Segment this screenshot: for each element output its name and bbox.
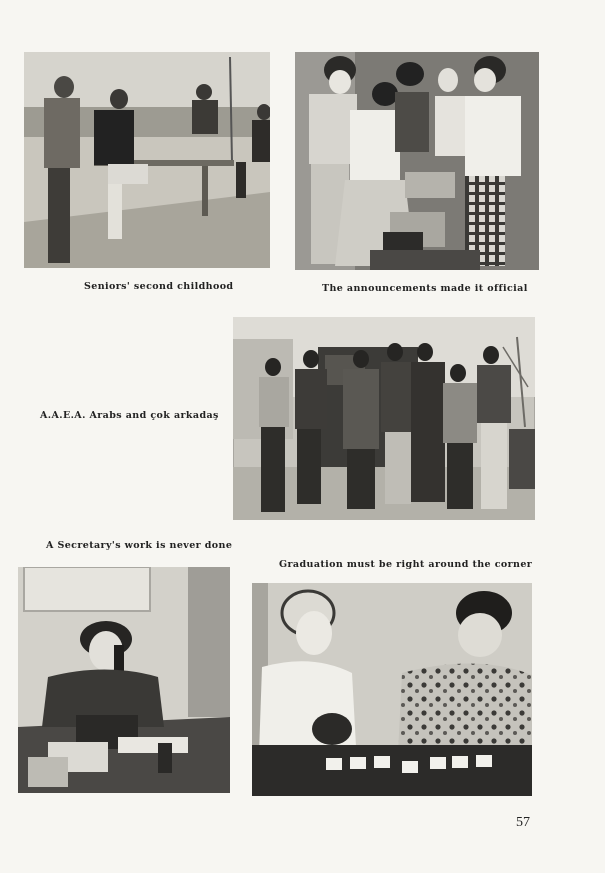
photo-secretary (18, 567, 230, 793)
photo-announcements (295, 52, 539, 270)
photo-cards-game (252, 583, 532, 796)
caption-secretary: A Secretary's work is never done (46, 540, 233, 551)
caption-seniors: Seniors' second childhood (84, 281, 234, 292)
photo-seniors-playground (24, 52, 270, 268)
page-number: 57 (516, 815, 530, 830)
photo-group-truck (233, 317, 535, 520)
caption-graduation: Graduation must be right around the corner (279, 559, 533, 570)
caption-arabs: A.A.E.A. Arabs and çok arkadaş (40, 410, 219, 421)
caption-announcements: The announcements made it official (322, 283, 528, 294)
